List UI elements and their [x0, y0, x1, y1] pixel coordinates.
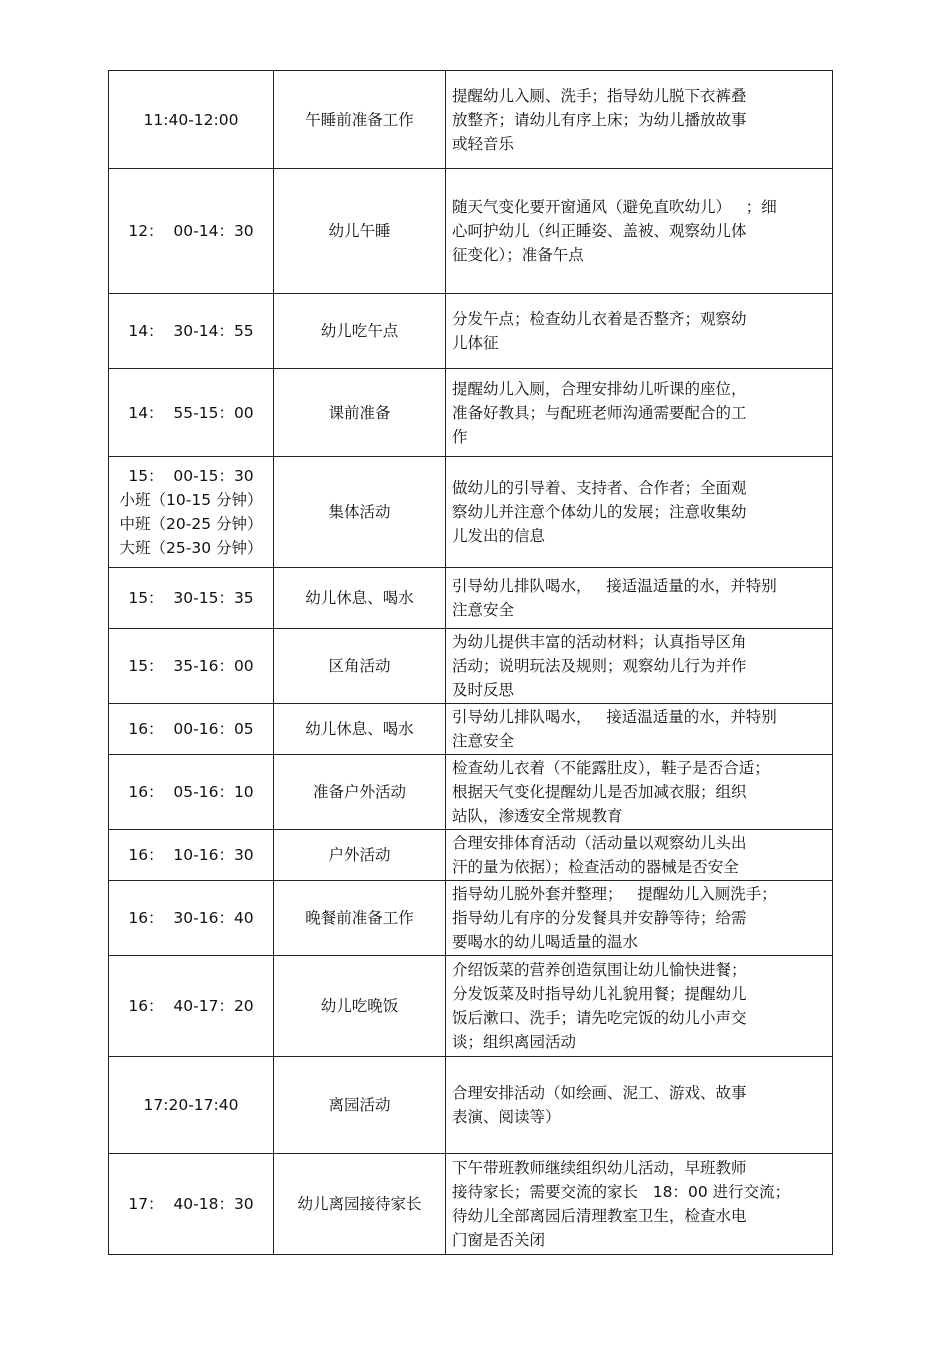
description-line: 提醒幼儿入厕，合理安排幼儿听课的座位，: [452, 379, 747, 398]
activity-cell: 准备户外活动: [274, 755, 446, 830]
description-line: 作: [452, 427, 468, 446]
schedule-row: [109, 629, 833, 704]
description-line: 征变化）；准备午点: [452, 246, 584, 264]
time-cell: [109, 457, 274, 568]
time-line: 16： 30-16：40: [128, 909, 254, 927]
time-line: 11:40-12:00: [143, 110, 239, 129]
activity-cell: 区角活动: [274, 629, 446, 704]
activity-cell: 幼儿休息、喝水: [274, 568, 446, 629]
description-cell: [446, 369, 833, 457]
description-line: 为幼儿提供丰富的活动材料；认真指导区角: [452, 633, 747, 651]
description-line: 合理安排活动（如绘画、泥工、游戏、故事: [452, 1084, 747, 1102]
time-cell: [109, 704, 274, 755]
description-line: 注意安全: [452, 732, 515, 750]
description-line: 儿体征: [452, 334, 499, 352]
schedule-row: [109, 704, 833, 755]
activity-cell: 幼儿吃晚饭: [274, 956, 446, 1057]
description-line: 准备好教具；与配班老师沟通需要配合的工: [452, 403, 747, 422]
schedule-row: [109, 568, 833, 629]
time-line: 17:20-17:40: [143, 1096, 239, 1114]
description-line: 做幼儿的引导着、支持者、合作者；全面观: [452, 479, 747, 497]
time-line: 15： 35-16：00: [128, 657, 254, 675]
description-line: 放整齐；请幼儿有序上床；为幼儿播放故事: [452, 110, 747, 129]
time-line: 小班（10-15 分钟）: [119, 491, 263, 509]
activity-cell: 幼儿离园接待家长: [274, 1154, 446, 1255]
schedule-row: [109, 71, 833, 169]
time-line: 14： 30-14：55: [128, 322, 254, 340]
description-line: 指导幼儿有序的分发餐具并安静等待；给需: [452, 909, 747, 927]
description-line: 随天气变化要开窗通风（避免直吹幼儿） ；细: [452, 198, 777, 216]
time-cell: [109, 169, 274, 294]
time-line: 14： 55-15：00: [128, 403, 254, 422]
description-line: 检查幼儿衣着（不能露肚皮），鞋子是否合适；: [452, 759, 770, 777]
description-line: 分发饭菜及时指导幼儿礼貌用餐；提醒幼儿: [452, 985, 747, 1003]
time-line: 12： 00-14：30: [128, 222, 254, 240]
time-cell: [109, 294, 274, 369]
description-line: 汗的量为依据）；检查活动的器械是否安全: [452, 858, 739, 876]
time-cell: [109, 881, 274, 956]
time-line: 大班（25-30 分钟）: [119, 539, 263, 557]
description-line: 活动；说明玩法及规则；观察幼儿行为并作: [452, 657, 747, 675]
description-line: 介绍饭菜的营养创造氛围让幼儿愉快进餐；: [452, 961, 747, 979]
activity-cell: 户外活动: [274, 830, 446, 881]
description-line: 饭后漱口、洗手；请先吃完饭的幼儿小声交: [452, 1009, 747, 1027]
description-line: 谈；组织离园活动: [452, 1033, 577, 1051]
description-cell: [446, 169, 833, 294]
activity-cell: 离园活动: [274, 1057, 446, 1154]
time-line: 17： 40-18：30: [128, 1195, 254, 1213]
schedule-row: [109, 169, 833, 294]
description-line: 察幼儿并注意个体幼儿的发展；注意收集幼: [452, 503, 747, 521]
description-line: 接待家长；需要交流的家长 18：00 进行交流；: [452, 1183, 791, 1201]
time-cell: [109, 629, 274, 704]
description-cell: [446, 830, 833, 881]
time-cell: [109, 830, 274, 881]
description-cell: [446, 71, 833, 169]
time-cell: [109, 1057, 274, 1154]
time-line: 15： 00-15：30: [128, 467, 254, 485]
schedule-row: [109, 1057, 833, 1154]
description-line: 心呵护幼儿（纠正睡姿、盖被、观察幼儿体: [452, 222, 747, 240]
description-line: 合理安排体育活动（活动量以观察幼儿头出: [452, 834, 747, 852]
description-line: 要喝水的幼儿喝适量的温水: [452, 933, 639, 951]
description-cell: [446, 956, 833, 1057]
time-line: 中班（20-25 分钟）: [119, 515, 263, 533]
description-line: 待幼儿全部离园后清理教室卫生，检查水电: [452, 1207, 747, 1225]
description-cell: [446, 294, 833, 369]
description-cell: [446, 755, 833, 830]
description-line: 提醒幼儿入厕、洗手；指导幼儿脱下衣裤叠: [452, 86, 747, 105]
time-cell: [109, 369, 274, 457]
schedule-row: [109, 956, 833, 1057]
activity-cell: 午睡前准备工作: [274, 71, 446, 169]
time-line: 15： 30-15：35: [128, 589, 254, 607]
description-cell: [446, 881, 833, 956]
time-cell: [109, 568, 274, 629]
schedule-row: [109, 294, 833, 369]
schedule-row: [109, 881, 833, 956]
description-cell: [446, 568, 833, 629]
description-line: 表演、阅读等）: [452, 1108, 561, 1126]
activity-cell: 课前准备: [274, 369, 446, 457]
time-cell: [109, 956, 274, 1057]
description-line: 引导幼儿排队喝水， 接适温适量的水，并特别: [452, 577, 777, 595]
time-cell: [109, 1154, 274, 1255]
description-line: 根据天气变化提醒幼儿是否加减衣服；组织: [452, 783, 747, 801]
description-line: 注意安全: [452, 601, 515, 619]
description-line: 儿发出的信息: [452, 527, 546, 545]
description-cell: [446, 1154, 833, 1255]
schedule-row: [109, 755, 833, 830]
description-cell: [446, 457, 833, 568]
activity-cell: 集体活动: [274, 457, 446, 568]
description-line: 站队，渗透安全常规教育: [452, 807, 623, 825]
description-line: 或轻音乐: [452, 134, 515, 153]
description-cell: [446, 629, 833, 704]
activity-cell: 幼儿午睡: [274, 169, 446, 294]
schedule-row: [109, 830, 833, 881]
activity-cell: 晚餐前准备工作: [274, 881, 446, 956]
description-cell: [446, 1057, 833, 1154]
activity-cell: 幼儿吃午点: [274, 294, 446, 369]
description-line: 指导幼儿脱外套并整理； 提醒幼儿入厕洗手；: [452, 885, 777, 903]
time-line: 16： 00-16：05: [128, 720, 254, 738]
schedule-row: [109, 369, 833, 457]
time-cell: [109, 71, 274, 169]
activity-cell: 幼儿休息、喝水: [274, 704, 446, 755]
time-line: 16： 40-17：20: [128, 997, 254, 1015]
description-line: 下午带班教师继续组织幼儿活动，早班教师: [452, 1159, 747, 1177]
description-line: 引导幼儿排队喝水， 接适温适量的水，并特别: [452, 708, 777, 726]
schedule-body: [109, 71, 833, 1255]
schedule-row: [109, 1154, 833, 1255]
time-cell: [109, 755, 274, 830]
description-cell: [446, 704, 833, 755]
time-line: 16： 05-16：10: [128, 783, 254, 801]
description-line: 及时反思: [452, 681, 515, 699]
description-line: 门窗是否关闭: [452, 1231, 546, 1249]
description-line: 分发午点；检查幼儿衣着是否整齐；观察幼: [452, 310, 747, 328]
time-line: 16： 10-16：30: [128, 846, 254, 864]
schedule-row: [109, 457, 833, 568]
schedule-table: [108, 70, 833, 1255]
